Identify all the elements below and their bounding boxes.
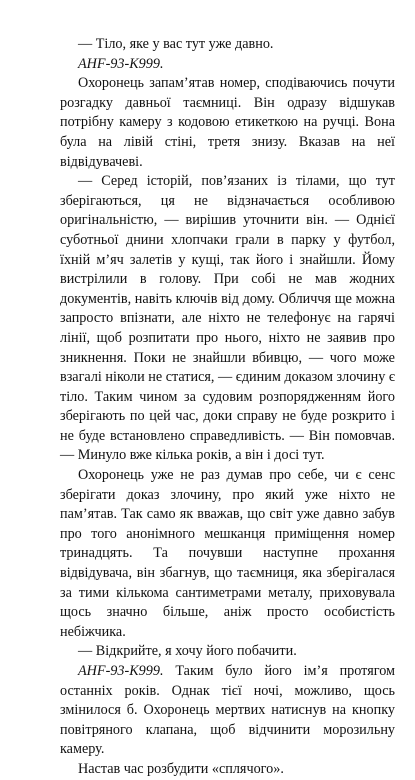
paragraph-7 [60,662,395,760]
paragraph-7-code: AHF-93-K999. [78,663,164,679]
paragraph-7-text: Таким було його ім’я протягом останніх років. Однак тієї ночі, можливо, щось змінилося б. Охоронець мертвих натиснув на кнопку повітряного клапана, щоб відчинити морозильну камеру. [60,663,395,758]
paragraph-1: — Тіло, яке у вас тут уже давно. [78,36,274,52]
paragraph-3: Охоронець запам’ятав номер, сподіваючись почути розгадку давньої таємниці. Він одразу відшукав потрібну камеру з кодовою етикеткою на ручці. Вона була на лівій стіні, третя знизу. Вказав на неї відвідувачеві. [60,75,395,170]
paragraph-8: Настав час розбудити «сплячого». [78,760,284,777]
paragraph-2-code: AHF-93-K999. [78,55,164,72]
paragraph-6: — Відкрийте, я хочу його побачити. [78,643,297,660]
paragraph-5: Охоронець уже не раз думав про себе, чи є сенс зберігати доказ злочину, про який уже ніхто не пам’ятав. Так само як вважав, що світ уже давно забув про того анонімного мешканця приміщення номер тринадцять. Та почувши наступне прохання відвідувача, він збагнув, що таємниця, яка зберігалася за тими кількома сантиметрами металу, приховувала щось значно більше, аніж просто особистість небіжчика. [60,467,395,640]
page-text [60,35,395,780]
paragraph-4: — Серед історій, пов’язаних із тілами, що тут зберігаються, ця не відзначається особливою оригінальністю, — вирішив уточнити він. — Однієї суботньої днини хлопчаки грали в парку у футбол, їхній м’яч залетів у кущі, так його і знайшли. Йому вистрілили в голову. При собі не мав жодних документів, навіть ключів від дому. Обличчя ще можна запросто впізнати, але ніхто не телефонує на гарячі лінії, щоб розпитати про нього, ніхто не заявив про зникнення. Поки не знайшли вбивцю, — чого може взагалі ніколи не статися, — єдиним доказом злочину є тіло. Таким чином за судовим розпорядженням його зберігають по цей час, доки справу не буде розкрито і не буде встановлено справедливість. — Він помовчав. — Минуло вже кілька років, а він і досі тут. [60,173,395,464]
